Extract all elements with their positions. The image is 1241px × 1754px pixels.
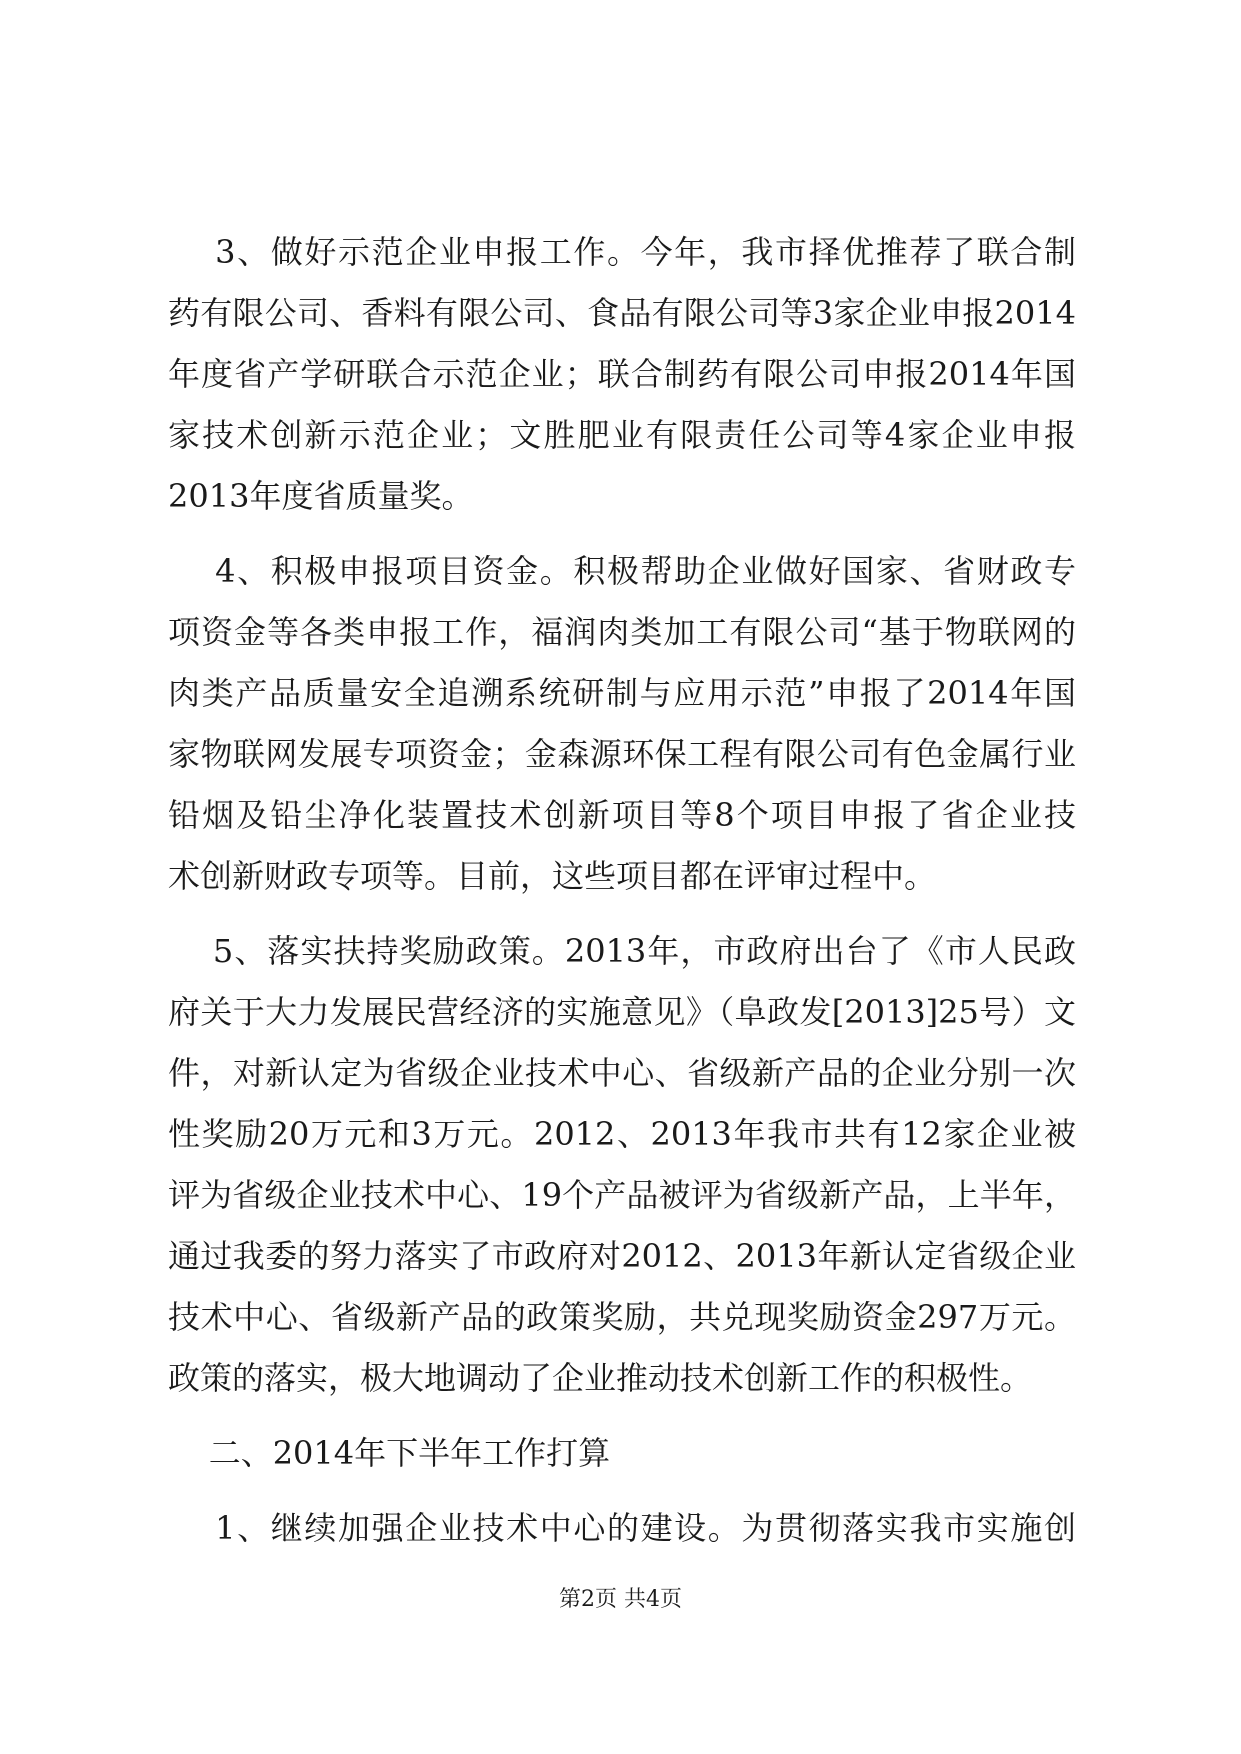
text-line: 2013年度省质量奖。 bbox=[168, 477, 474, 515]
paragraph-5 bbox=[168, 921, 1076, 1409]
section-heading bbox=[168, 1423, 1076, 1484]
text-line: 评为省级企业技术中心、19个产品被评为省级新产品，上半年， bbox=[168, 1176, 1076, 1214]
text-line: 家技术创新示范企业；文胜肥业有限责任公司等4家企业申报 bbox=[168, 416, 1076, 454]
text-line: 肉类产品质量安全追溯系统研制与应用示范”申报了2014年国 bbox=[168, 674, 1076, 712]
text-line: 性奖励20万元和3万元。2012、2013年我市共有12家企业被 bbox=[168, 1115, 1076, 1153]
page-number-footer: 第2页 共4页 bbox=[559, 1587, 682, 1612]
text-line: 术创新财政专项等。目前，这些项目都在评审过程中。 bbox=[168, 857, 937, 895]
text-line: 年度省产学研联合示范企业；联合制药有限公司申报2014年国 bbox=[168, 355, 1076, 393]
text-line: 政策的落实，极大地调动了企业推动技术创新工作的积极性。 bbox=[168, 1359, 1033, 1397]
text-line: 5、落实扶持奖励政策。2013年，市政府出台了《市人民政 bbox=[168, 932, 1076, 970]
document-body bbox=[168, 222, 1076, 1559]
text-line: 项资金等各类申报工作，福润肉类加工有限公司“基于物联网的 bbox=[168, 613, 1076, 651]
paragraph-3 bbox=[168, 222, 1076, 527]
text-line: 件，对新认定为省级企业技术中心、省级新产品的企业分别一次 bbox=[168, 1054, 1076, 1092]
text-line: 家物联网发展专项资金；金森源环保工程有限公司有色金属行业 bbox=[168, 735, 1076, 773]
paragraph-4 bbox=[168, 541, 1076, 907]
text-line: 1、继续加强企业技术中心的建设。为贯彻落实我市实施创 bbox=[168, 1509, 1076, 1547]
text-line: 3、做好示范企业申报工作。今年，我市择优推荐了联合制 bbox=[168, 233, 1076, 271]
text-line: 铅烟及铅尘净化装置技术创新项目等8个项目申报了省企业技 bbox=[168, 796, 1076, 834]
text-line: 通过我委的努力落实了市政府对2012、2013年新认定省级企业 bbox=[168, 1237, 1076, 1275]
section-2-paragraph-1 bbox=[168, 1498, 1076, 1559]
text-line: 府关于大力发展民营经济的实施意见》（阜政发[2013]25号）文 bbox=[168, 993, 1076, 1031]
text-line: 4、积极申报项目资金。积极帮助企业做好国家、省财政专 bbox=[168, 552, 1076, 590]
text-line: 药有限公司、香料有限公司、食品有限公司等3家企业申报2014 bbox=[168, 294, 1076, 332]
text-line: 技术中心、省级新产品的政策奖励，共兑现奖励资金297万元。 bbox=[168, 1298, 1076, 1336]
section-title: 二、2014年下半年工作打算 bbox=[168, 1434, 611, 1472]
